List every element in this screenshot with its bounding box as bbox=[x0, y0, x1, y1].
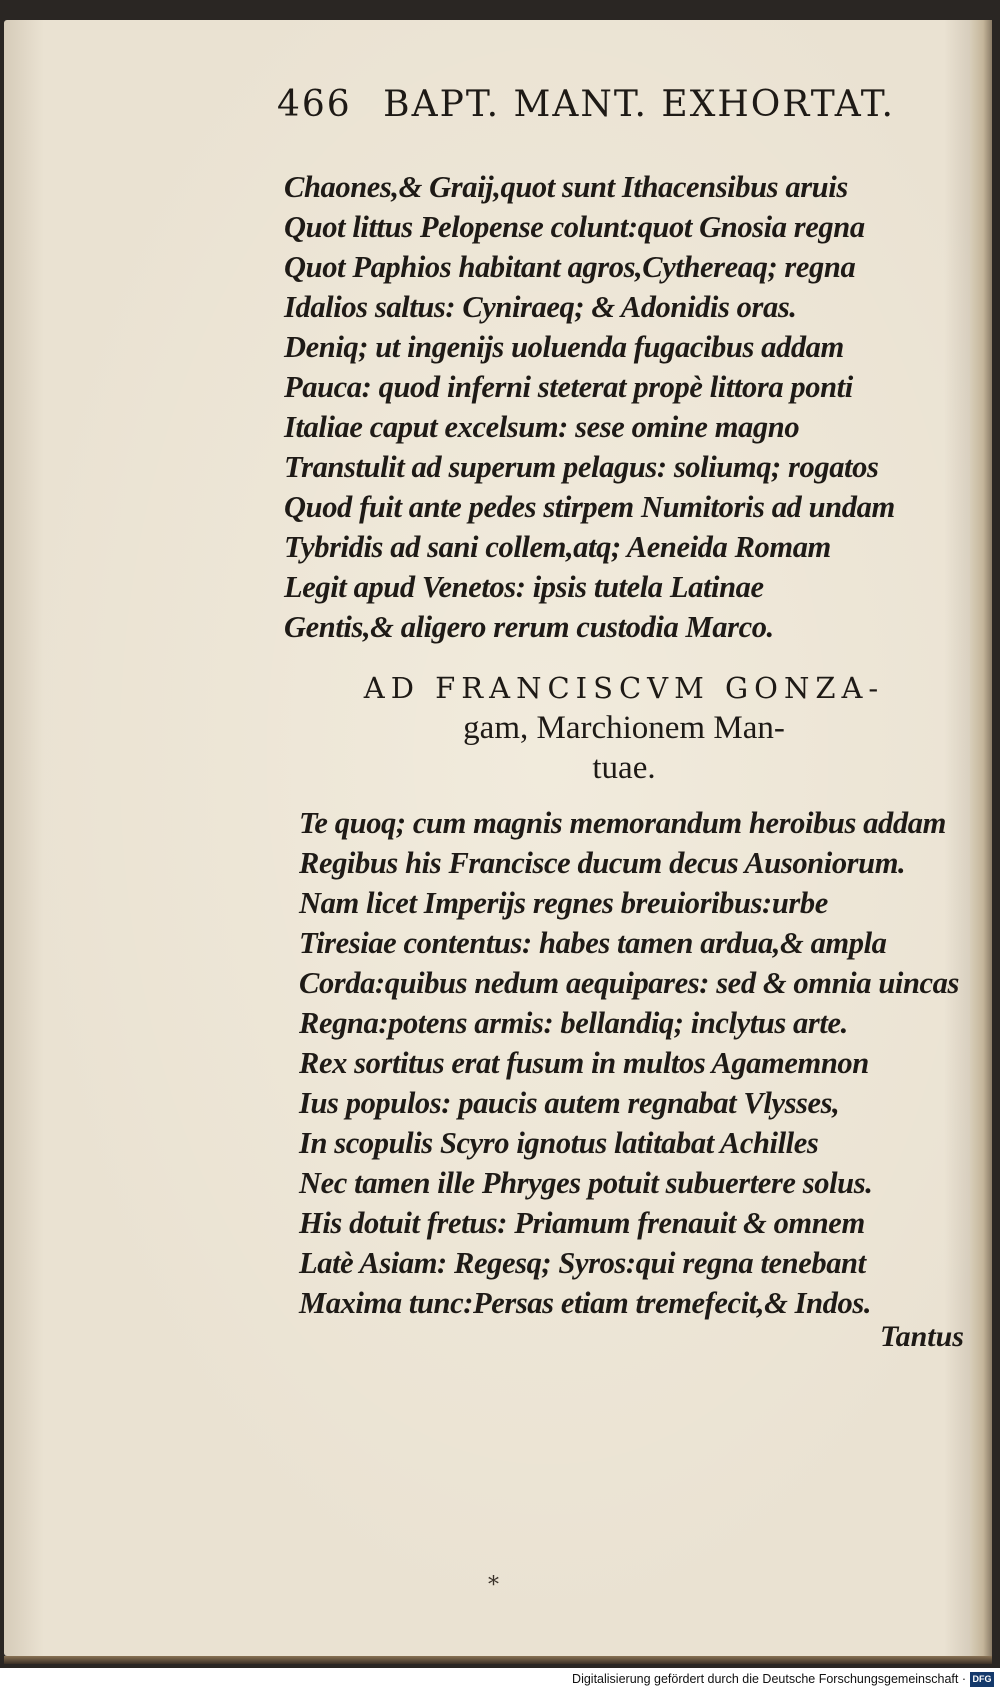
heading-line-2: gam, Marchionem Man- bbox=[463, 710, 785, 746]
signature-mark: * bbox=[488, 1573, 499, 1598]
verse-line: Regna:potens armis: bellandiq; inclytus arte. bbox=[299, 1006, 848, 1040]
verse-line: Latè Asiam: Regesq; Syros:qui regna tenebant bbox=[299, 1246, 866, 1280]
verse-line: Nec tamen ille Phryges potuit subuertere solus. bbox=[299, 1166, 873, 1200]
verse-line: Tiresiae contentus: habes tamen ardua,& ampla bbox=[299, 926, 887, 960]
verse-line: Gentis,& aligero rerum custodia Marco. bbox=[284, 610, 774, 644]
verse-line: His dotuit fretus: Priamum frenauit & omnem bbox=[299, 1206, 865, 1240]
verse-line: Regibus his Francisce ducum decus Ausoniorum. bbox=[299, 846, 906, 880]
verse-line: Transtulit ad superum pelagus: soliumq; rogatos bbox=[284, 450, 879, 484]
footer-bar bbox=[0, 1668, 1000, 1693]
verse-line: Maxima tunc:Persas etiam tremefecit,& Indos. bbox=[299, 1286, 872, 1320]
heading-line-1: AD FRANCISCVM GONZA- bbox=[363, 671, 885, 705]
verse-line: Idalios saltus: Cyniraeq; & Adonidis oras. bbox=[284, 290, 797, 324]
verse-line: Te quoq; cum magnis memorandum heroibus addam bbox=[299, 806, 946, 840]
verse-line: Quod fuit ante pedes stirpem Numitoris ad undam bbox=[284, 490, 895, 524]
page-number: 466 bbox=[277, 84, 352, 125]
verse-line: Nam licet Imperijs regnes breuioribus:urbe bbox=[299, 886, 828, 920]
verse-block-2 bbox=[299, 803, 959, 1323]
verse-line: Quot littus Pelopense colunt:quot Gnosia regna bbox=[284, 210, 865, 244]
text-block bbox=[4, 20, 992, 1656]
catchword: Tantus bbox=[880, 1320, 964, 1353]
verse-line: Rex sortitus erat fusum in multos Agamemnon bbox=[299, 1046, 869, 1080]
verse-block-1 bbox=[284, 167, 895, 647]
verse-line: Legit apud Venetos: ipsis tutela Latinae bbox=[284, 570, 764, 604]
book-page bbox=[4, 20, 992, 1656]
running-title: BAPT. MANT. EXHORTAT. bbox=[383, 84, 895, 125]
running-head bbox=[277, 84, 895, 125]
footer-credit: Digitalisierung gefördert durch die Deutsche Forschungsgemeinschaft · bbox=[572, 1672, 966, 1686]
verse-line: Tybridis ad sani collem,atq; Aeneida Romam bbox=[284, 530, 831, 564]
verse-line: Pauca: quod inferni steterat propè littora ponti bbox=[284, 370, 853, 404]
verse-line: Deniq; ut ingenijs uoluenda fugacibus addam bbox=[284, 330, 844, 364]
dfg-logo-icon: DFG bbox=[970, 1672, 994, 1687]
verse-line: Chaones,& Graij,quot sunt Ithacensibus aruis bbox=[284, 170, 848, 204]
section-heading bbox=[294, 668, 954, 788]
verse-line: Corda:quibus nedum aequipares: sed & omnia uincas bbox=[299, 966, 959, 1000]
verse-line: In scopulis Scyro ignotus latitabat Achilles bbox=[299, 1126, 819, 1160]
verse-line: Ius populos: paucis autem regnabat Vlysses, bbox=[299, 1086, 840, 1120]
page-bottom-edge bbox=[4, 1656, 992, 1664]
verse-line: Quot Paphios habitant agros,Cythereaq; regna bbox=[284, 250, 856, 284]
heading-line-3: tuae. bbox=[592, 750, 656, 786]
verse-line: Italiae caput excelsum: sese omine magno bbox=[284, 410, 800, 444]
